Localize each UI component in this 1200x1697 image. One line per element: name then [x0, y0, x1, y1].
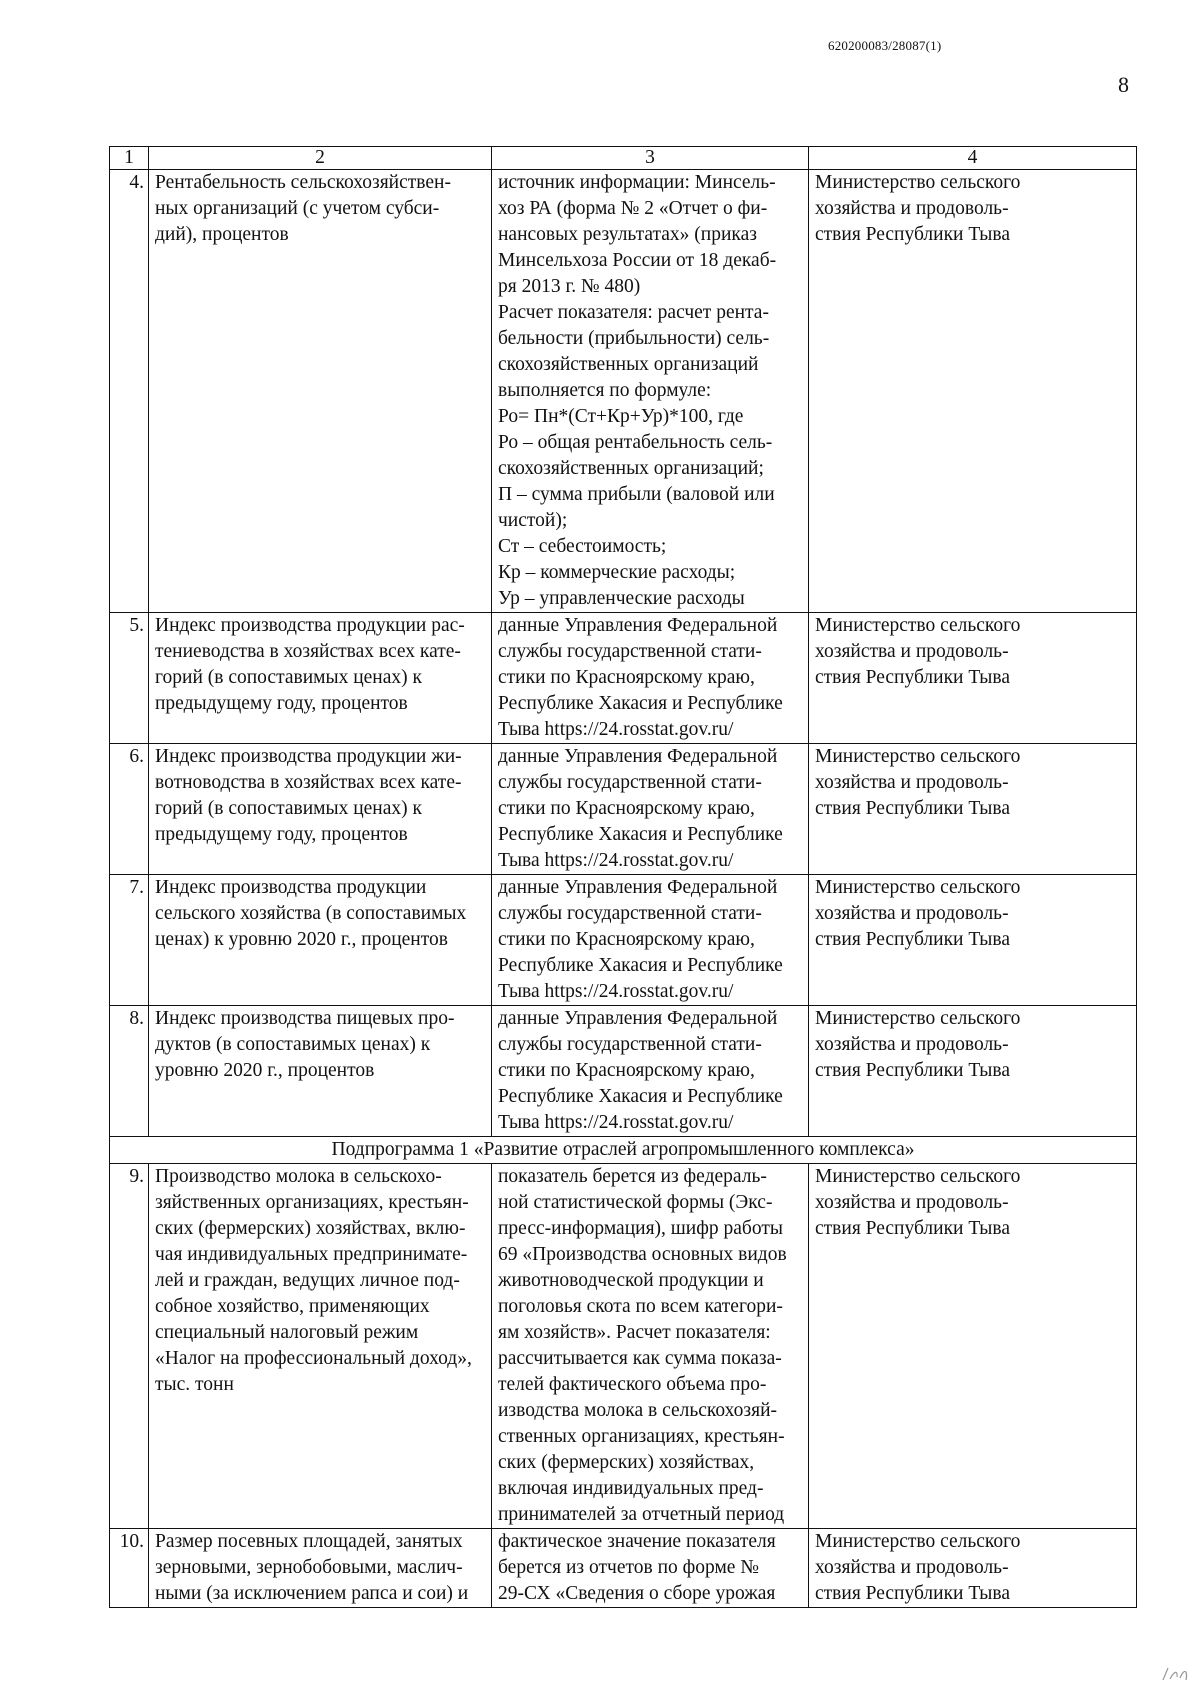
cell-text-line: поголовья скота по всем категори-: [498, 1296, 783, 1317]
cell-text-line: Рентабельность сельскохозяйствен-: [155, 172, 451, 193]
cell-text-line: Индекс производства пищевых про-: [155, 1008, 455, 1029]
responsible-body-cell: [809, 875, 1137, 1006]
row-number: 4.: [110, 170, 149, 613]
subprogram-title: Подпрограмма 1 «Развитие отраслей агропромышленного комплекса»: [110, 1137, 1137, 1164]
cell-text-line: Индекс производства продукции рас-: [155, 615, 465, 636]
cell-text-line: предыдущему году, процентов: [155, 824, 408, 845]
cell-text-line: ствия Республики Тыва: [815, 667, 1011, 688]
cell-text-line: скохозяйственных организаций;: [498, 458, 764, 479]
cell-text-line: Министерство сельского: [815, 1166, 1021, 1187]
cell-text-line: Индекс производства продукции: [155, 877, 427, 898]
cell-text-line: фактическое значение показателя: [498, 1531, 776, 1552]
indicator-name-cell: [149, 1164, 492, 1529]
cell-text-line: хозяйства и продоволь-: [815, 772, 1009, 793]
row-number: 10.: [110, 1529, 149, 1608]
cell-text-line: зяйственных организациях, крестьян-: [155, 1192, 469, 1213]
cell-text-line: Министерство сельского: [815, 1008, 1021, 1029]
cell-text-line: нансовых результатах» (приказ: [498, 224, 757, 245]
table-row: [110, 613, 1137, 744]
cell-text-line: ям хозяйств». Расчет показателя:: [498, 1322, 771, 1343]
cell-text-line: Тыва https://24.rosstat.gov.ru/: [498, 850, 734, 871]
cell-text-line: берется из отчетов по форме №: [498, 1557, 759, 1578]
cell-text-line: Производство молока в сельскохо-: [155, 1166, 442, 1187]
table-row: [110, 170, 1137, 613]
cell-text-line: уровню 2020 г., процентов: [155, 1060, 375, 1081]
row-number: 8.: [110, 1006, 149, 1137]
indicator-name-cell: [149, 613, 492, 744]
calculation-method-cell: [492, 1006, 809, 1137]
calculation-method-cell: [492, 1529, 809, 1608]
cell-text-line: 29-СХ «Сведения о сборе урожая: [498, 1583, 776, 1604]
cell-text-line: данные Управления Федеральной: [498, 615, 778, 636]
row-number: 6.: [110, 744, 149, 875]
cell-text-line: Ст – себестоимость;: [498, 536, 667, 557]
cell-text-line: службы государственной стати-: [498, 903, 762, 924]
cell-text-line: дуктов (в сопоставимых ценах) к: [155, 1034, 431, 1055]
cell-text-line: бельности (прибыльности) сель-: [498, 328, 770, 349]
cell-text-line: Республике Хакасия и Республике: [498, 955, 783, 976]
cell-text-line: лей и граждан, ведущих личное под-: [155, 1270, 460, 1291]
cell-text-line: ствия Республики Тыва: [815, 1583, 1011, 1604]
cell-text-line: Министерство сельского: [815, 172, 1021, 193]
calculation-method-cell: [492, 1164, 809, 1529]
calculation-method-cell: [492, 744, 809, 875]
row-number: 9.: [110, 1164, 149, 1529]
cell-text-line: ных организаций (с учетом субси-: [155, 198, 440, 219]
cell-text-line: Тыва https://24.rosstat.gov.ru/: [498, 719, 734, 740]
cell-text-line: тениеводства в хозяйствах всех кате-: [155, 641, 461, 662]
cell-text-line: Ро= Пн*(Ст+Кр+Ур)*100, где: [498, 406, 744, 427]
cell-text-line: Республике Хакасия и Республике: [498, 824, 783, 845]
cell-text-line: пресс-информация), шифр работы: [498, 1218, 783, 1239]
cell-text-line: выполняется по формуле:: [498, 380, 712, 401]
cell-text-line: стики по Красноярскому краю,: [498, 929, 755, 950]
cell-text-line: стики по Красноярскому краю,: [498, 667, 755, 688]
cell-text-line: службы государственной стати-: [498, 641, 762, 662]
column-number-row: [110, 147, 1137, 170]
cell-text-line: животноводческой продукции и: [498, 1270, 764, 1291]
cell-text-line: Минсельхоза России от 18 декаб-: [498, 250, 777, 271]
subprogram-row: [110, 1137, 1137, 1164]
cell-text-line: ствия Республики Тыва: [815, 1060, 1011, 1081]
indicators-table: [109, 146, 1137, 1608]
cell-text-line: стики по Красноярскому краю,: [498, 798, 755, 819]
cell-text-line: данные Управления Федеральной: [498, 746, 778, 767]
cell-text-line: Индекс производства продукции жи-: [155, 746, 462, 767]
responsible-body-cell: [809, 1006, 1137, 1137]
cell-text-line: тыс. тонн: [155, 1374, 234, 1395]
calculation-method-cell: [492, 613, 809, 744]
cell-text-line: Министерство сельского: [815, 1531, 1021, 1552]
responsible-body-cell: [809, 170, 1137, 613]
cell-text-line: горий (в сопоставимых ценах) к: [155, 667, 422, 688]
document-id: 620200083/28087(1): [828, 38, 942, 53]
cell-text-line: ствия Республики Тыва: [815, 929, 1011, 950]
cell-text-line: хозяйства и продоволь-: [815, 1192, 1009, 1213]
cell-text-line: включая индивидуальных пред-: [498, 1478, 764, 1499]
cell-text-line: показатель берется из федераль-: [498, 1166, 767, 1187]
cell-text-line: Ур – управленческие расходы: [498, 588, 745, 609]
cell-text-line: П – сумма прибыли (валовой или: [498, 484, 775, 505]
row-number: 7.: [110, 875, 149, 1006]
cell-text-line: ствия Республики Тыва: [815, 798, 1011, 819]
cell-text-line: ря 2013 г. № 480): [498, 276, 641, 297]
cell-text-line: ной статистической формы (Экс-: [498, 1192, 773, 1213]
table-row: [110, 1006, 1137, 1137]
cell-text-line: Республике Хакасия и Республике: [498, 693, 783, 714]
cell-text-line: Министерство сельского: [815, 615, 1021, 636]
cell-text-line: Министерство сельского: [815, 746, 1021, 767]
column-number-1: 1: [110, 147, 149, 170]
table-row: [110, 1529, 1137, 1608]
table-row: [110, 875, 1137, 1006]
cell-text-line: зерновыми, зернобобовыми, маслич-: [155, 1557, 463, 1578]
cell-text-line: данные Управления Федеральной: [498, 1008, 778, 1029]
cell-text-line: рассчитывается как сумма показа-: [498, 1348, 782, 1369]
cell-text-line: ценах) к уровню 2020 г., процентов: [155, 929, 448, 950]
cell-text-line: принимателей за отчетный период: [498, 1504, 785, 1525]
table-row: [110, 744, 1137, 875]
cell-text-line: ственных организациях, крестьян-: [498, 1426, 785, 1447]
cell-text-line: предыдущему году, процентов: [155, 693, 408, 714]
cell-text-line: скохозяйственных организаций: [498, 354, 759, 375]
responsible-body-cell: [809, 613, 1137, 744]
calculation-method-cell: [492, 170, 809, 613]
cell-text-line: сельского хозяйства (в сопоставимых: [155, 903, 467, 924]
cell-text-line: ских (фермерских) хозяйствах,: [498, 1452, 755, 1473]
cell-text-line: горий (в сопоставимых ценах) к: [155, 798, 422, 819]
cell-text-line: хозяйства и продоволь-: [815, 198, 1009, 219]
cell-text-line: Расчет показателя: расчет рента-: [498, 302, 769, 323]
cell-text-line: Размер посевных площадей, занятых: [155, 1531, 463, 1552]
cell-text-line: Кр – коммерческие расходы;: [498, 562, 736, 583]
cell-text-line: хоз РА (форма № 2 «Отчет о фи-: [498, 198, 768, 219]
table-row: [110, 1164, 1137, 1529]
cell-text-line: ствия Республики Тыва: [815, 1218, 1011, 1239]
cell-text-line: данные Управления Федеральной: [498, 877, 778, 898]
cell-text-line: источник информации: Минсель-: [498, 172, 776, 193]
cell-text-line: специальный налоговый режим: [155, 1322, 419, 1343]
cell-text-line: «Налог на профессиональный доход»,: [155, 1348, 472, 1369]
responsible-body-cell: [809, 1164, 1137, 1529]
cell-text-line: Республике Хакасия и Республике: [498, 1086, 783, 1107]
scan-artifact: [1160, 1662, 1190, 1684]
cell-text-line: телей фактического объема про-: [498, 1374, 767, 1395]
cell-text-line: ствия Республики Тыва: [815, 224, 1011, 245]
column-number-3: 3: [492, 147, 809, 170]
cell-text-line: ными (за исключением рапса и сои) и: [155, 1583, 469, 1604]
cell-text-line: Тыва https://24.rosstat.gov.ru/: [498, 1112, 734, 1133]
column-number-2: 2: [149, 147, 492, 170]
cell-text-line: Министерство сельского: [815, 877, 1021, 898]
cell-text-line: хозяйства и продоволь-: [815, 1034, 1009, 1055]
cell-text-line: службы государственной стати-: [498, 1034, 762, 1055]
calculation-method-cell: [492, 875, 809, 1006]
indicator-name-cell: [149, 170, 492, 613]
responsible-body-cell: [809, 1529, 1137, 1608]
cell-text-line: Тыва https://24.rosstat.gov.ru/: [498, 981, 734, 1002]
cell-text-line: хозяйства и продоволь-: [815, 641, 1009, 662]
cell-text-line: хозяйства и продоволь-: [815, 1557, 1009, 1578]
cell-text-line: собное хозяйство, применяющих: [155, 1296, 430, 1317]
cell-text-line: хозяйства и продоволь-: [815, 903, 1009, 924]
cell-text-line: Ро – общая рентабельность сель-: [498, 432, 773, 453]
indicator-name-cell: [149, 1529, 492, 1608]
cell-text-line: изводства молока в сельскохозяй-: [498, 1400, 778, 1421]
page-number: 8: [1118, 72, 1129, 97]
indicator-name-cell: [149, 1006, 492, 1137]
column-number-4: 4: [809, 147, 1137, 170]
cell-text-line: вотноводства в хозяйствах всех кате-: [155, 772, 462, 793]
cell-text-line: стики по Красноярскому краю,: [498, 1060, 755, 1081]
cell-text-line: дий), процентов: [155, 224, 289, 245]
cell-text-line: ских (фермерских) хозяйствах, вклю-: [155, 1218, 466, 1239]
cell-text-line: службы государственной стати-: [498, 772, 762, 793]
indicator-name-cell: [149, 875, 492, 1006]
row-number: 5.: [110, 613, 149, 744]
responsible-body-cell: [809, 744, 1137, 875]
indicator-name-cell: [149, 744, 492, 875]
cell-text-line: чистой);: [498, 510, 568, 531]
cell-text-line: 69 «Производства основных видов: [498, 1244, 787, 1265]
cell-text-line: чая индивидуальных предпринимате-: [155, 1244, 468, 1265]
